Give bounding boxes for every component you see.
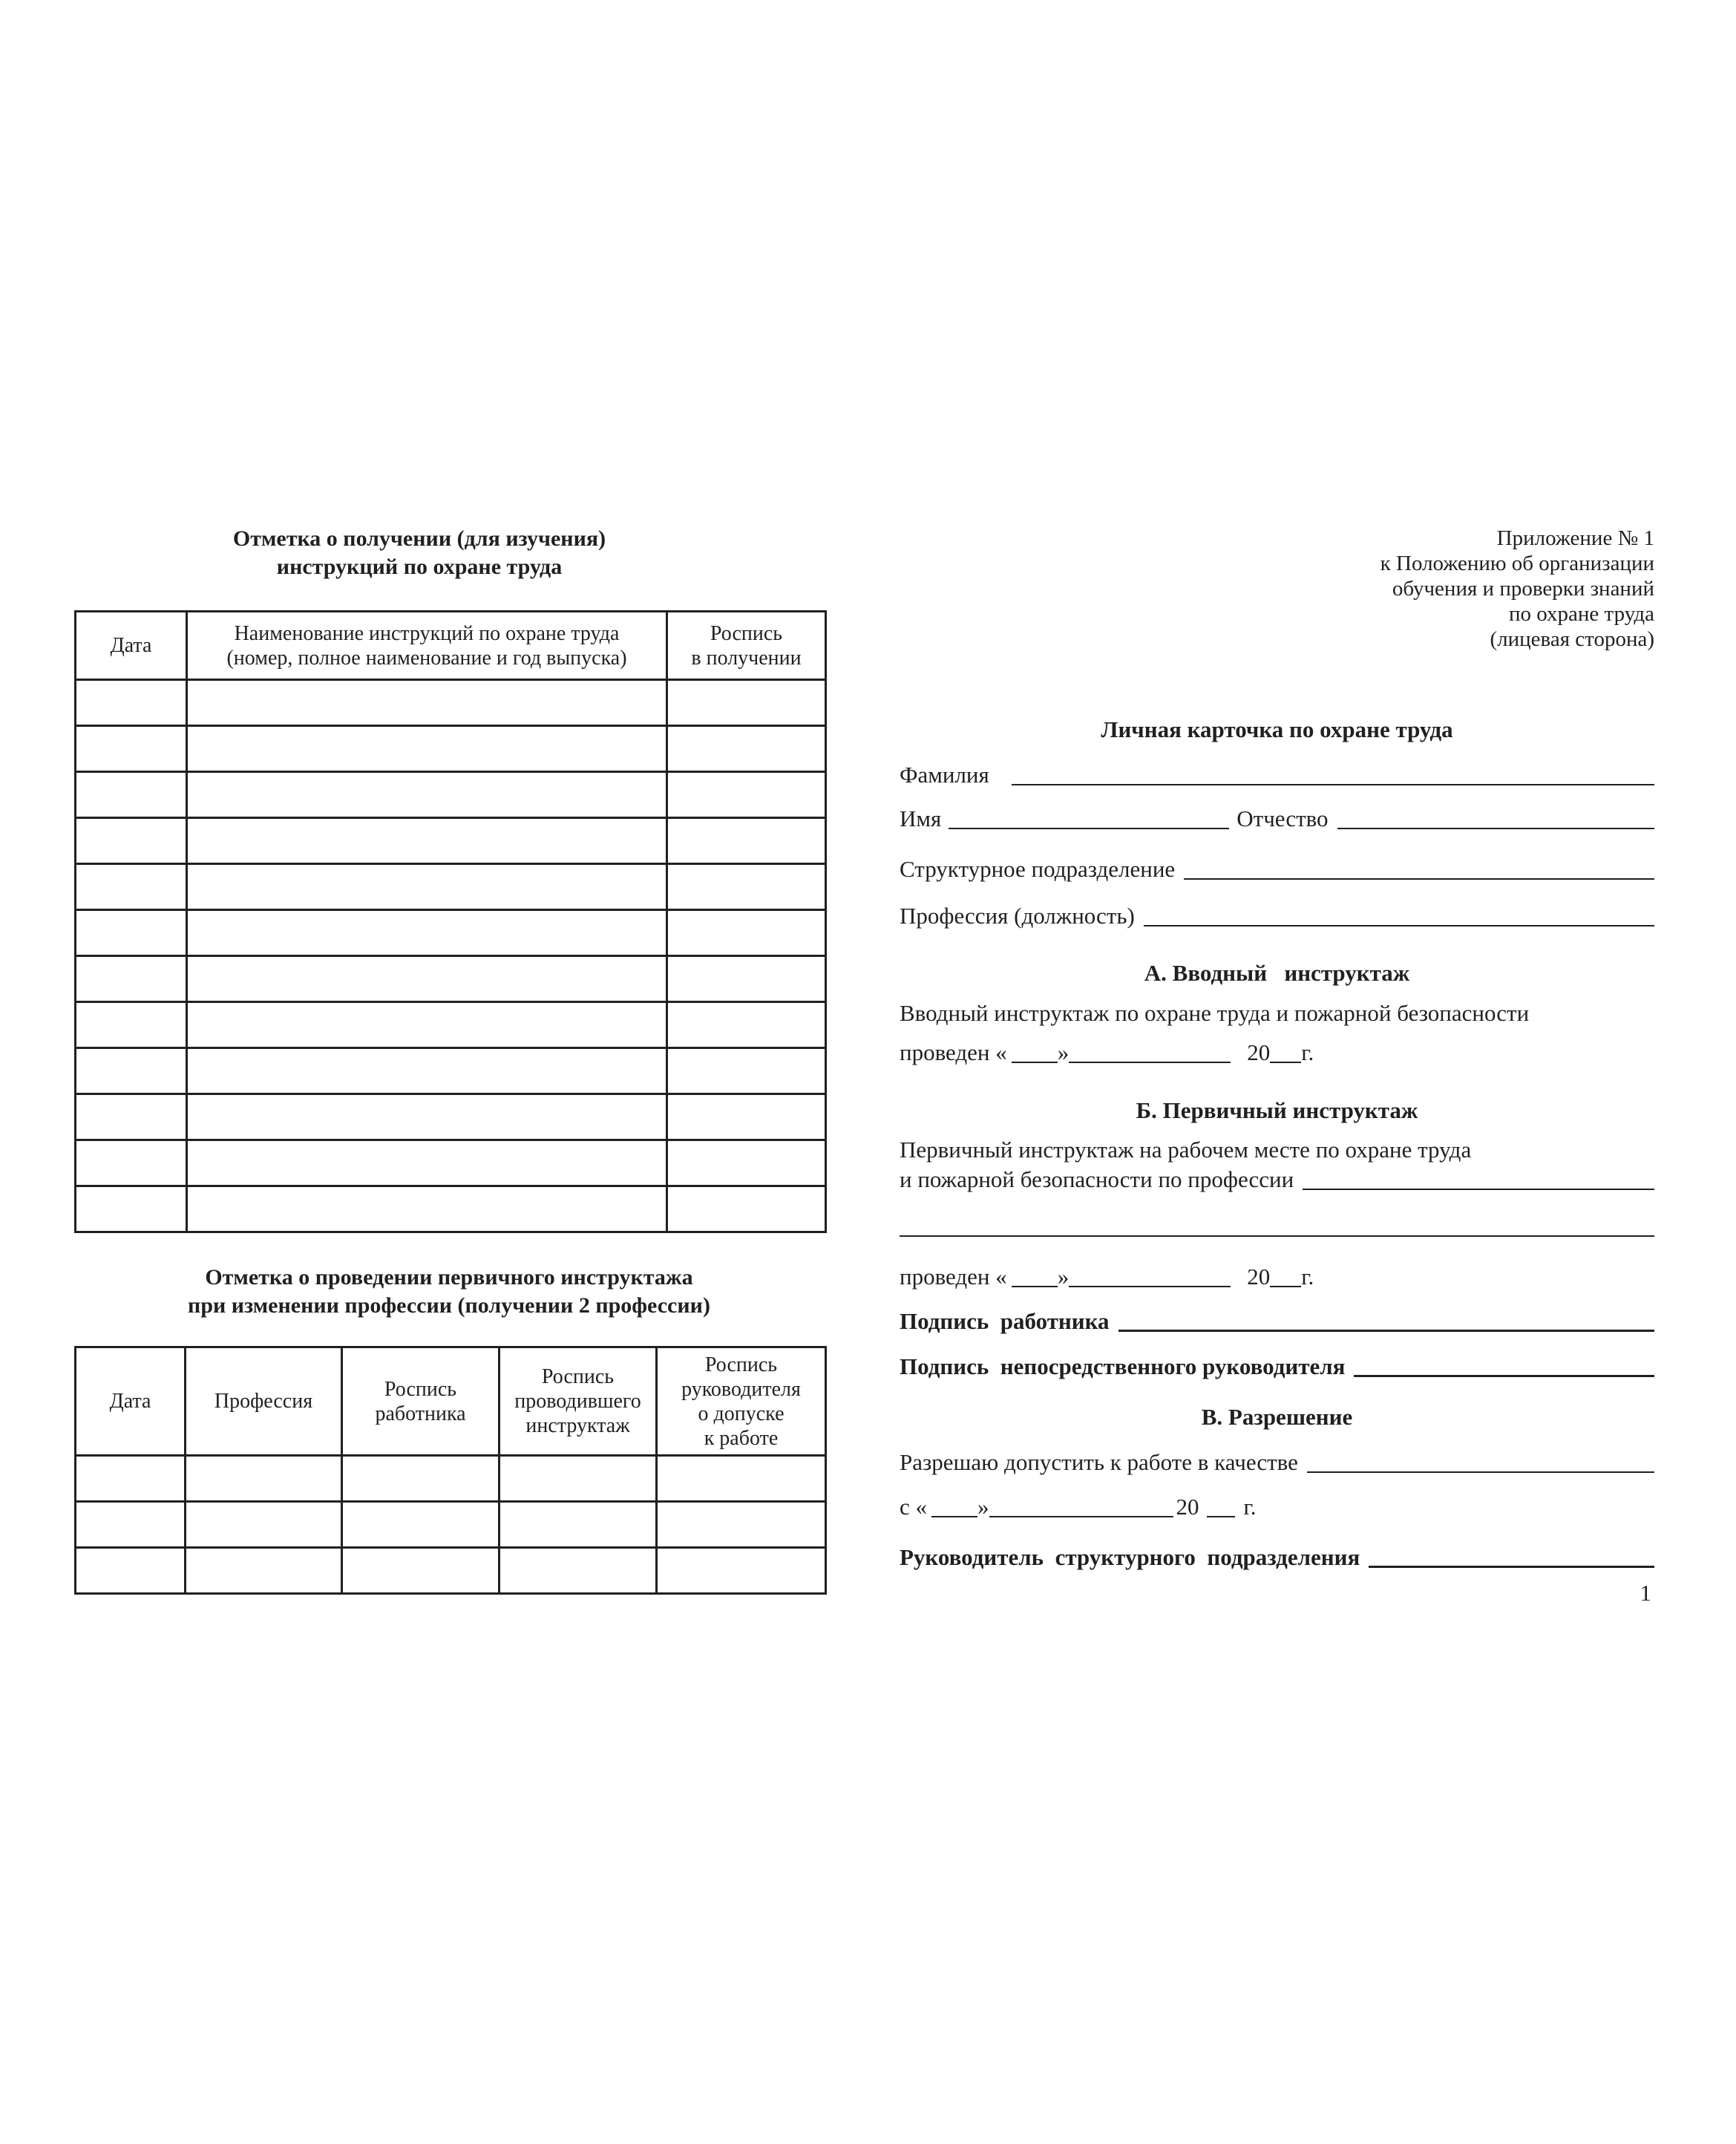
table-cell[interactable] <box>667 1186 826 1232</box>
table-cell[interactable] <box>187 1186 667 1232</box>
section-c-permission-row <box>900 1448 1654 1477</box>
table-cell[interactable] <box>76 1186 187 1232</box>
name-field[interactable] <box>949 828 1229 829</box>
table-cell[interactable] <box>667 726 826 772</box>
table-cell[interactable] <box>667 1094 826 1140</box>
head-signature-label: Руководитель структурного подразделения <box>900 1544 1360 1570</box>
section-a-year-prefix: 20 <box>1247 1039 1271 1065</box>
table-cell[interactable] <box>187 1048 667 1094</box>
section-b-close-quote: » <box>1057 1264 1070 1290</box>
table-cell[interactable] <box>342 1548 499 1594</box>
table-row <box>76 726 826 772</box>
table-cell[interactable] <box>667 772 826 818</box>
table-cell[interactable] <box>76 1548 186 1594</box>
name-label: Имя <box>900 805 942 831</box>
header-instruction-name: Наименование инструкций по охране труда (номер, полное наименование и год выпуска) <box>187 612 667 680</box>
name-row <box>900 804 1654 834</box>
section-b-text-line2: и пожарной безопасности по профессии <box>900 1166 1294 1192</box>
surname-field[interactable] <box>1012 784 1654 785</box>
head-signature-field[interactable] <box>1369 1566 1654 1568</box>
table-row <box>76 956 826 1002</box>
table-row <box>76 1186 826 1232</box>
page-number: 1 <box>1640 1580 1651 1606</box>
table-cell[interactable] <box>186 1502 342 1548</box>
header-date: Дата <box>76 612 187 680</box>
section-a-date-row <box>900 1038 1314 1068</box>
table-cell[interactable] <box>187 910 667 956</box>
section-c-close-quote: » <box>977 1494 989 1520</box>
table-cell[interactable] <box>187 772 667 818</box>
worker-signature-label: Подпись работника <box>900 1308 1110 1334</box>
table-cell[interactable] <box>187 818 667 864</box>
table-cell[interactable] <box>187 680 667 726</box>
section-a-year-suffix: г. <box>1301 1039 1314 1065</box>
table-cell[interactable] <box>667 680 826 726</box>
table-row <box>76 1456 826 1502</box>
table-cell[interactable] <box>187 1140 667 1186</box>
table-row <box>76 818 826 864</box>
section-c-from-label: с « <box>900 1494 928 1520</box>
card-title: Личная карточка по охране труда <box>1101 716 1453 742</box>
patronymic-label: Отчество <box>1237 805 1329 831</box>
table-cell[interactable] <box>187 864 667 910</box>
header-head-signature: Роспись руководителя о допуске к работе <box>657 1347 826 1456</box>
department-field[interactable] <box>1184 878 1654 880</box>
section-c-date-row <box>900 1492 1256 1522</box>
worker-signature-row <box>900 1307 1654 1336</box>
section-b-conducted-label: проведен « <box>900 1264 1007 1290</box>
table2-title-line1: Отметка о проведении первичного инструктажа <box>205 1265 693 1290</box>
header-signature: Роспись в получении <box>667 612 826 680</box>
table-row <box>76 910 826 956</box>
table-cell[interactable] <box>76 1094 187 1140</box>
table-cell[interactable] <box>499 1456 657 1502</box>
table2-title-line2: при изменении профессии (получении 2 профессии) <box>188 1293 710 1318</box>
department-row <box>900 854 1654 884</box>
table-cell[interactable] <box>76 910 187 956</box>
table-row <box>76 772 826 818</box>
table-cell[interactable] <box>499 1502 657 1548</box>
table-cell[interactable] <box>667 1002 826 1048</box>
surname-label: Фамилия <box>900 762 989 788</box>
table-cell[interactable] <box>186 1548 342 1594</box>
section-b-text-line1: Первичный инструктаж на рабочем месте по охране труда <box>900 1137 1472 1163</box>
surname-row <box>900 760 1654 790</box>
manager-signature-label: Подпись непосредственного руководителя <box>900 1353 1346 1379</box>
section-b-profession-row <box>900 1165 1654 1194</box>
appendix-note <box>1262 526 1654 652</box>
section-c-year-field[interactable] <box>1207 1516 1235 1517</box>
section-c-year-suffix: г. <box>1243 1494 1257 1520</box>
table2-title <box>111 1264 787 1320</box>
manager-signature-field[interactable] <box>1354 1375 1654 1377</box>
table-row <box>76 1002 826 1048</box>
appendix-line5: (лицевая сторона) <box>1490 627 1654 651</box>
profession-row <box>900 901 1654 931</box>
section-c-day-field[interactable] <box>931 1516 977 1517</box>
section-a-year-field[interactable] <box>1270 1062 1301 1063</box>
table-cell[interactable] <box>667 818 826 864</box>
section-c-month-field[interactable] <box>989 1516 1173 1517</box>
table-cell[interactable] <box>76 1140 187 1186</box>
section-c-text: Разрешаю допустить к работе в качестве <box>900 1449 1298 1475</box>
section-b-profession-field-continued[interactable] <box>900 1235 1654 1237</box>
section-b-year-prefix: 20 <box>1247 1264 1271 1290</box>
table-cell[interactable] <box>657 1502 826 1548</box>
table-cell[interactable] <box>187 726 667 772</box>
table-cell[interactable] <box>76 1002 187 1048</box>
table-cell[interactable] <box>667 1048 826 1094</box>
table-cell[interactable] <box>76 818 187 864</box>
header-date: Дата <box>76 1347 186 1456</box>
section-a-day-field[interactable] <box>1012 1062 1058 1063</box>
header-worker-signature: Роспись работника <box>342 1347 499 1456</box>
table-row <box>76 864 826 910</box>
section-a-month-field[interactable] <box>1069 1062 1231 1063</box>
table-row <box>76 1140 826 1186</box>
section-b-month-field[interactable] <box>1069 1286 1231 1287</box>
profession-change-table <box>74 1346 827 1595</box>
section-c-year-prefix: 20 <box>1176 1494 1199 1520</box>
table-row <box>76 1502 826 1548</box>
section-a-close-quote: » <box>1057 1039 1070 1065</box>
header-profession: Профессия <box>186 1347 342 1456</box>
table1-title <box>111 525 727 581</box>
table-row <box>76 1094 826 1140</box>
section-a-heading: А. Вводный инструктаж <box>1144 960 1410 986</box>
appendix-line1: Приложение № 1 <box>1496 526 1654 550</box>
section-b-profession-field[interactable] <box>1303 1189 1654 1190</box>
header-instructor-signature: Роспись проводившего инструктаж <box>499 1347 657 1456</box>
table-cell[interactable] <box>499 1548 657 1594</box>
table1-title-line1: Отметка о получении (для изучения) <box>232 526 606 551</box>
department-label: Структурное подразделение <box>900 856 1176 882</box>
section-c-position-field[interactable] <box>1307 1471 1654 1473</box>
table-cell[interactable] <box>76 680 187 726</box>
table-cell[interactable] <box>187 956 667 1002</box>
section-a-conducted-label: проведен « <box>900 1039 1007 1065</box>
profession-label: Профессия (должность) <box>900 903 1135 929</box>
table-cell[interactable] <box>187 1094 667 1140</box>
table-cell[interactable] <box>667 910 826 956</box>
head-signature-row <box>900 1543 1654 1572</box>
section-b-year-field[interactable] <box>1270 1286 1301 1287</box>
table1-title-line2: инструкций по охране труда <box>276 555 563 579</box>
appendix-line4: по охране труда <box>1508 602 1654 626</box>
table-cell[interactable] <box>76 772 187 818</box>
table-row <box>76 1048 826 1094</box>
section-b-day-field[interactable] <box>1012 1286 1058 1287</box>
worker-signature-field[interactable] <box>1118 1330 1654 1332</box>
appendix-line2: к Положению об организации <box>1380 552 1654 575</box>
appendix-line3: обучения и проверки знаний <box>1392 577 1654 601</box>
table-cell[interactable] <box>667 1140 826 1186</box>
section-c-heading: В. Разрешение <box>1201 1404 1353 1430</box>
table-row <box>76 680 826 726</box>
patronymic-field[interactable] <box>1337 828 1654 829</box>
instructions-received-table <box>74 610 827 1233</box>
table-cell[interactable] <box>76 864 187 910</box>
table-cell[interactable] <box>667 864 826 910</box>
manager-signature-row <box>900 1352 1654 1382</box>
table-cell[interactable] <box>76 1048 187 1094</box>
table-cell[interactable] <box>342 1456 499 1502</box>
profession-field[interactable] <box>1144 925 1654 926</box>
table-cell[interactable] <box>657 1548 826 1594</box>
table-cell[interactable] <box>667 956 826 1002</box>
section-a-text: Вводный инструктаж по охране труда и пожарной безопасности <box>900 1000 1530 1026</box>
table-row <box>76 1548 826 1594</box>
section-b-year-suffix: г. <box>1301 1264 1314 1290</box>
table-cell[interactable] <box>76 1456 186 1502</box>
table-cell[interactable] <box>186 1456 342 1502</box>
table-cell[interactable] <box>187 1002 667 1048</box>
table-cell[interactable] <box>657 1456 826 1502</box>
section-b-heading: Б. Первичный инструктаж <box>1136 1097 1418 1123</box>
section-b-date-row <box>900 1262 1314 1292</box>
table-cell[interactable] <box>76 1502 186 1548</box>
table-cell[interactable] <box>76 956 187 1002</box>
table-cell[interactable] <box>342 1502 499 1548</box>
table-cell[interactable] <box>76 726 187 772</box>
